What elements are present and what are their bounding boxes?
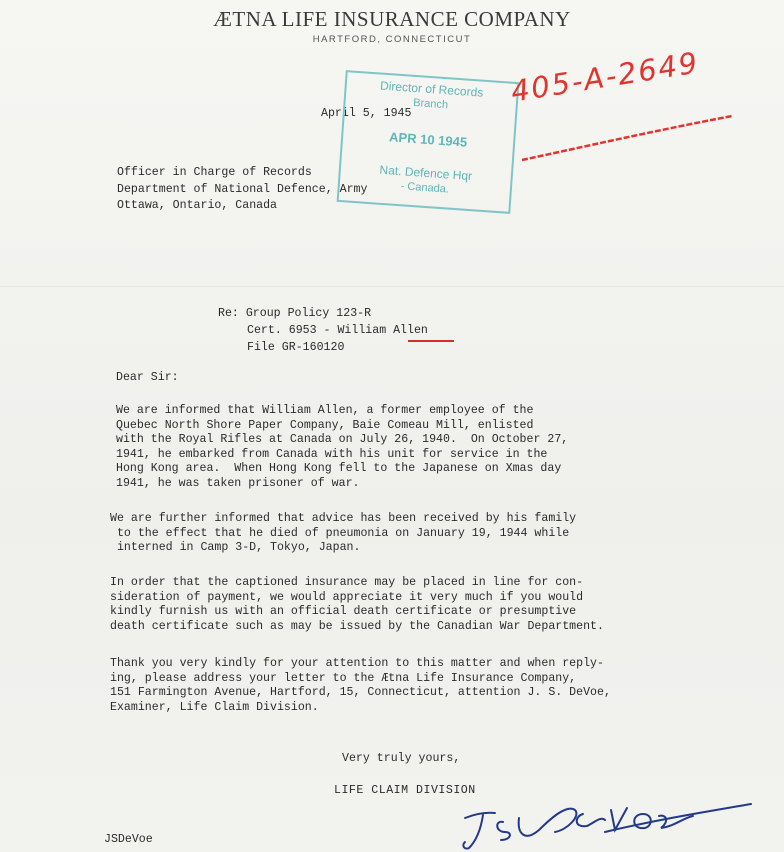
- recipient-line-1: Officer in Charge of Records: [117, 166, 312, 179]
- closing: Very truly yours,: [342, 752, 461, 765]
- reference-line-2: Cert. 6953 - William Allen: [247, 324, 428, 337]
- paragraph-3: In order that the captioned insurance may be placed in line for con- sideration of payment, we would appreciate it very much if you would kindly furnish us with an official death certificate or presumptive death certificate such as may be issued by the Canadian War Department.: [110, 576, 604, 633]
- letter-date: April 5, 1945: [321, 107, 412, 120]
- division-name: LIFE CLAIM DIVISION: [334, 784, 476, 797]
- stamp-date: APR 10 1945: [388, 129, 468, 150]
- paper-fold: [0, 286, 784, 288]
- red-underline-stroke: [518, 108, 738, 168]
- recipient-line-3: Ottawa, Ontario, Canada: [117, 199, 278, 212]
- handwritten-file-number: 405-A-2649: [508, 45, 702, 109]
- stamp-line-4: - Canada.: [400, 180, 450, 196]
- letterhead-company: ÆTNA LIFE INSURANCE COMPANY: [213, 7, 571, 31]
- paragraph-2: We are further informed that advice has been received by his family to the effect that he died of pneumonia on January 19, 1944 while interned in Camp 3-D, Tokyo, Japan.: [110, 512, 577, 555]
- recipient-line-2: Department of National Defence, Army: [117, 183, 368, 196]
- reference-line-1: Re: Group Policy 123-R: [218, 307, 372, 320]
- typist-initials: JSDeVoe: [104, 833, 153, 846]
- stamp-line-3: Nat. Defence Hqr: [379, 162, 473, 184]
- paragraph-1: We are informed that William Allen, a former employee of the Quebec North Shore Paper Company, Baie Comeau Mill, enlisted with the Royal Rifles at Canada on July 26, 1940. On October 27, 1941, he embarked from Canada with his unit for service in the Hong Kong area. When Hong Kong fell to the Japanese on Xmas day 1941, he was taken prisoner of war.: [116, 404, 569, 490]
- stamp-line-1: Director of Records: [379, 78, 484, 100]
- stamp-line-2: Branch: [412, 96, 449, 112]
- handwritten-signature: [455, 770, 755, 852]
- paragraph-4: Thank you very kindly for your attention to this matter and when reply- ing, please address your letter to the Ætna Life Insurance Company, 151 Farmington Avenue, Hartford, 15, Connecticut, attention J. S. DeVoe, Examiner, Life Claim Division.: [110, 657, 611, 714]
- reference-line-3: File GR-160120: [247, 341, 345, 354]
- salutation: Dear Sir:: [116, 371, 179, 384]
- letterhead-location: HARTFORD, CONNECTICUT: [312, 34, 472, 45]
- name-underline: [408, 340, 454, 342]
